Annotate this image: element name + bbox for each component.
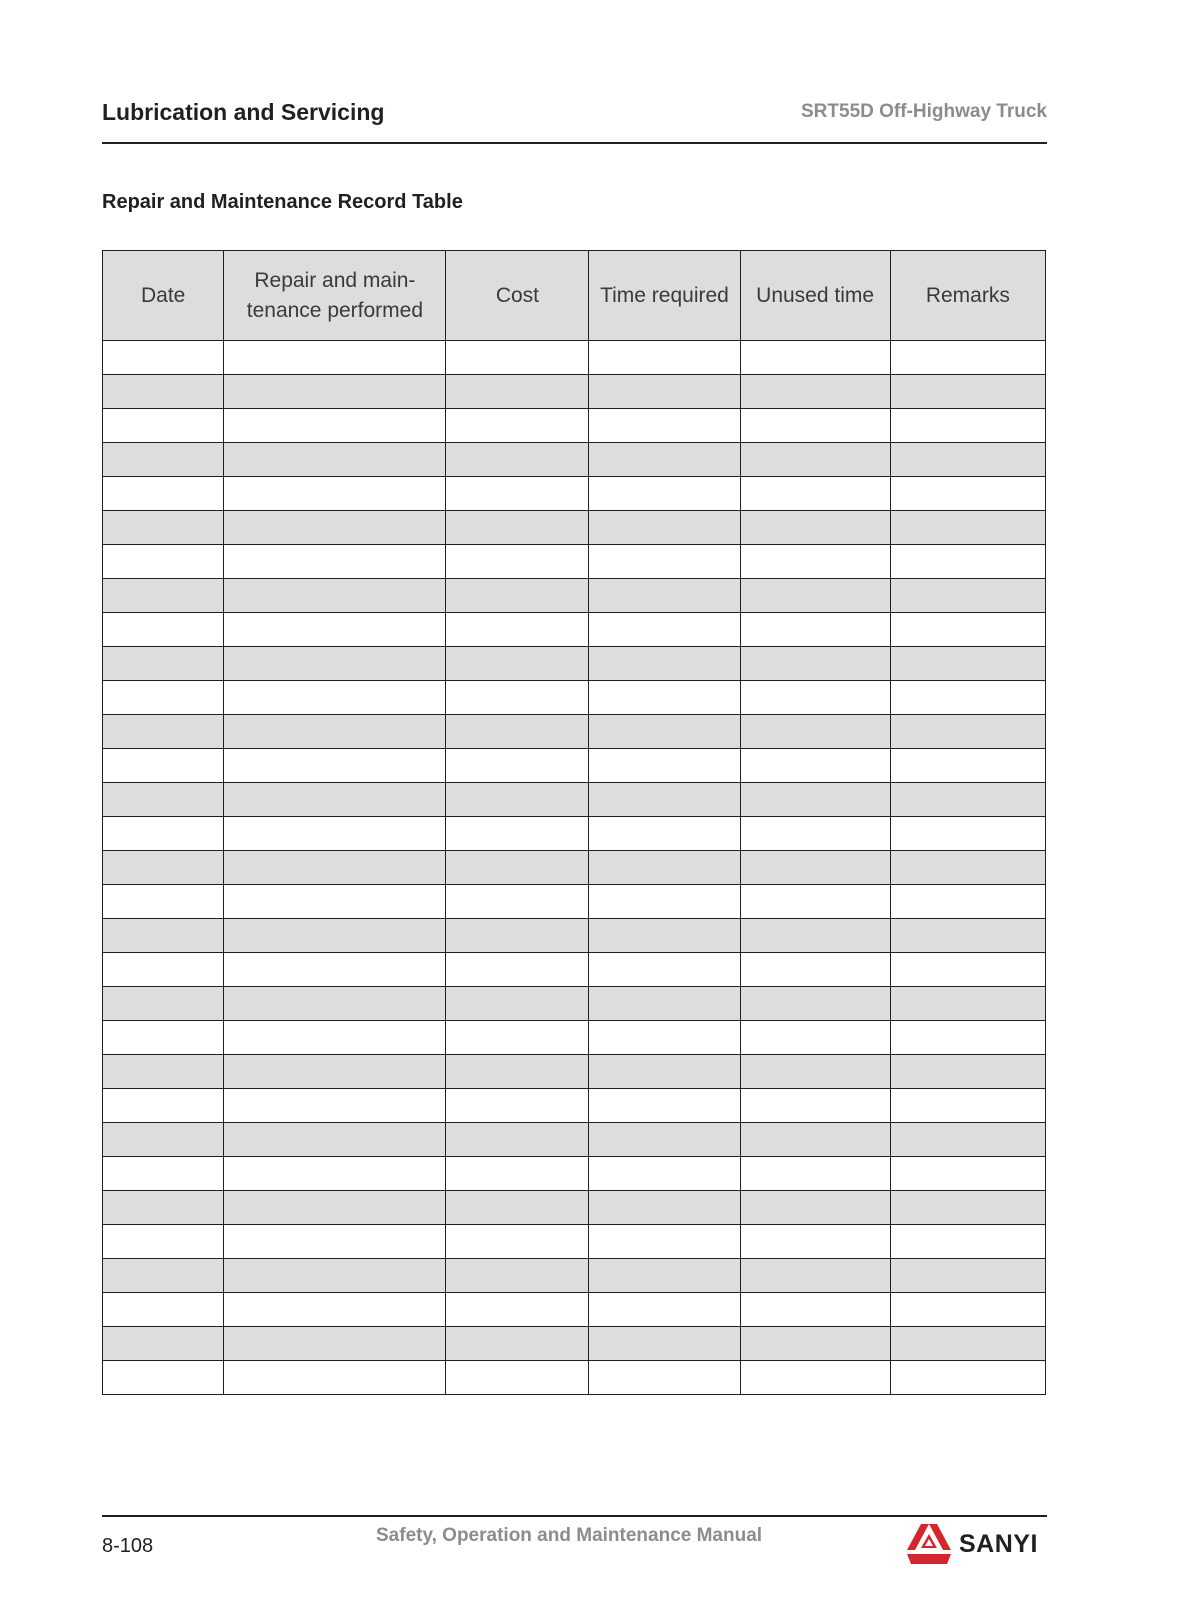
table-cell[interactable] — [890, 1191, 1045, 1225]
table-cell[interactable] — [224, 409, 446, 443]
table-row — [103, 1157, 1046, 1191]
table-cell[interactable] — [103, 1157, 224, 1191]
table-cell[interactable] — [103, 783, 224, 817]
table-cell[interactable] — [446, 647, 589, 681]
table-cell[interactable] — [446, 511, 589, 545]
table-cell[interactable] — [224, 341, 446, 375]
table-cell[interactable] — [740, 545, 890, 579]
table-cell[interactable] — [890, 1225, 1045, 1259]
table-cell[interactable] — [224, 545, 446, 579]
table-cell[interactable] — [890, 1361, 1045, 1395]
table-cell[interactable] — [740, 375, 890, 409]
table-cell[interactable] — [224, 1089, 446, 1123]
table-cell[interactable] — [890, 715, 1045, 749]
table-cell[interactable] — [589, 341, 740, 375]
table-cell[interactable] — [224, 1021, 446, 1055]
table-cell[interactable] — [224, 579, 446, 613]
table-cell[interactable] — [446, 375, 589, 409]
table-cell[interactable] — [589, 1055, 740, 1089]
table-row — [103, 953, 1046, 987]
table-cell[interactable] — [446, 783, 589, 817]
table-cell[interactable] — [740, 579, 890, 613]
table-cell[interactable] — [224, 783, 446, 817]
table-cell[interactable] — [589, 851, 740, 885]
table-cell[interactable] — [103, 443, 224, 477]
table-cell[interactable] — [890, 545, 1045, 579]
column-header-time-required: Time required — [589, 251, 740, 341]
table-cell[interactable] — [740, 341, 890, 375]
table-cell[interactable] — [446, 1089, 589, 1123]
table-cell[interactable] — [103, 1191, 224, 1225]
column-header-date: Date — [103, 251, 224, 341]
table-row — [103, 919, 1046, 953]
table-cell[interactable] — [224, 817, 446, 851]
table-cell[interactable] — [224, 953, 446, 987]
table-cell[interactable] — [589, 1225, 740, 1259]
table-cell[interactable] — [446, 579, 589, 613]
table-cell[interactable] — [589, 1293, 740, 1327]
table-cell[interactable] — [446, 749, 589, 783]
table-cell[interactable] — [740, 443, 890, 477]
table-header-row — [103, 251, 1046, 341]
table-cell[interactable] — [224, 715, 446, 749]
logo-text: SANYI — [959, 1529, 1038, 1558]
table-cell[interactable] — [890, 443, 1045, 477]
table-cell[interactable] — [446, 1361, 589, 1395]
table-cell[interactable] — [589, 579, 740, 613]
table-cell[interactable] — [224, 1225, 446, 1259]
table-cell[interactable] — [740, 1055, 890, 1089]
table-row — [103, 579, 1046, 613]
table-cell[interactable] — [890, 851, 1045, 885]
table-cell[interactable] — [890, 579, 1045, 613]
table-cell[interactable] — [740, 851, 890, 885]
document-title: SRT55D Off-Highway Truck — [801, 101, 1047, 122]
table-cell[interactable] — [740, 715, 890, 749]
table-cell[interactable] — [890, 1157, 1045, 1191]
table-cell[interactable] — [103, 647, 224, 681]
table-cell[interactable] — [589, 477, 740, 511]
table-body — [103, 341, 1046, 1395]
table-row — [103, 1293, 1046, 1327]
table-row — [103, 1259, 1046, 1293]
section-title: Lubrication and Servicing — [102, 99, 385, 125]
table-cell[interactable] — [446, 545, 589, 579]
table-cell[interactable] — [589, 987, 740, 1021]
table-cell[interactable] — [740, 511, 890, 545]
table-cell[interactable] — [224, 511, 446, 545]
table-cell[interactable] — [740, 613, 890, 647]
table-row — [103, 511, 1046, 545]
table-cell[interactable] — [103, 1055, 224, 1089]
table-cell[interactable] — [740, 1361, 890, 1395]
table-row — [103, 409, 1046, 443]
footer-divider — [102, 1515, 1047, 1517]
table-cell[interactable] — [890, 409, 1045, 443]
table-cell[interactable] — [224, 1293, 446, 1327]
table-row — [103, 1089, 1046, 1123]
table-cell[interactable] — [446, 1157, 589, 1191]
table-cell[interactable] — [890, 953, 1045, 987]
table-cell[interactable] — [103, 987, 224, 1021]
table-cell[interactable] — [740, 1259, 890, 1293]
table-row — [103, 545, 1046, 579]
table-cell[interactable] — [103, 579, 224, 613]
table-row — [103, 1055, 1046, 1089]
table-cell[interactable] — [589, 511, 740, 545]
table-cell[interactable] — [589, 443, 740, 477]
manual-title: Safety, Operation and Maintenance Manual — [376, 1525, 763, 1546]
table-cell[interactable] — [740, 987, 890, 1021]
table-cell[interactable] — [890, 749, 1045, 783]
table-cell[interactable] — [589, 817, 740, 851]
table-row — [103, 375, 1046, 409]
table-row — [103, 443, 1046, 477]
table-cell[interactable] — [224, 1361, 446, 1395]
table-row — [103, 341, 1046, 375]
table-cell[interactable] — [446, 919, 589, 953]
table-cell[interactable] — [103, 1089, 224, 1123]
table-cell[interactable] — [446, 1191, 589, 1225]
table-cell[interactable] — [890, 919, 1045, 953]
table-cell[interactable] — [589, 715, 740, 749]
table-row — [103, 1361, 1046, 1395]
table-row — [103, 817, 1046, 851]
table-cell[interactable] — [589, 749, 740, 783]
table-cell[interactable] — [589, 1123, 740, 1157]
table-cell[interactable] — [890, 1055, 1045, 1089]
brand-logo — [907, 1522, 1038, 1566]
table-cell[interactable] — [890, 1021, 1045, 1055]
column-header-remarks: Remarks — [890, 251, 1045, 341]
column-header-repair-performed: Repair and main- tenance performed — [224, 251, 446, 341]
table-row — [103, 851, 1046, 885]
table-row — [103, 477, 1046, 511]
table-cell[interactable] — [740, 1327, 890, 1361]
table-row — [103, 613, 1046, 647]
table-cell[interactable] — [446, 885, 589, 919]
table-cell[interactable] — [740, 477, 890, 511]
table-row — [103, 1021, 1046, 1055]
table-row — [103, 749, 1046, 783]
table-cell[interactable] — [589, 919, 740, 953]
table-cell[interactable] — [103, 749, 224, 783]
page-number: 8-108 — [102, 1535, 154, 1557]
table-row — [103, 1327, 1046, 1361]
table-cell[interactable] — [103, 681, 224, 715]
table-row — [103, 715, 1046, 749]
table-cell[interactable] — [890, 987, 1045, 1021]
table-cell[interactable] — [589, 885, 740, 919]
table-cell[interactable] — [224, 749, 446, 783]
record-table — [102, 250, 1046, 1395]
table-cell[interactable] — [740, 1293, 890, 1327]
table-cell[interactable] — [740, 1089, 890, 1123]
table-cell[interactable] — [446, 1225, 589, 1259]
table-cell[interactable] — [446, 1055, 589, 1089]
table-cell[interactable] — [740, 749, 890, 783]
table-row — [103, 1123, 1046, 1157]
table-cell[interactable] — [224, 647, 446, 681]
table-cell[interactable] — [446, 409, 589, 443]
table-cell[interactable] — [224, 1123, 446, 1157]
column-header-cost: Cost — [446, 251, 589, 341]
table-cell[interactable] — [103, 953, 224, 987]
table-cell[interactable] — [740, 1021, 890, 1055]
table-cell[interactable] — [890, 783, 1045, 817]
table-cell[interactable] — [103, 1123, 224, 1157]
table-cell[interactable] — [224, 375, 446, 409]
table-cell[interactable] — [103, 613, 224, 647]
table-cell[interactable] — [224, 851, 446, 885]
table-cell[interactable] — [446, 1259, 589, 1293]
table-cell[interactable] — [740, 885, 890, 919]
table-cell[interactable] — [589, 647, 740, 681]
table-cell[interactable] — [740, 1225, 890, 1259]
table-cell[interactable] — [589, 1157, 740, 1191]
table-cell[interactable] — [890, 511, 1045, 545]
table-cell[interactable] — [224, 1327, 446, 1361]
table-cell[interactable] — [224, 1055, 446, 1089]
table-cell[interactable] — [740, 647, 890, 681]
table-cell[interactable] — [103, 545, 224, 579]
table-cell[interactable] — [740, 817, 890, 851]
table-cell[interactable] — [103, 511, 224, 545]
table-cell[interactable] — [446, 1327, 589, 1361]
table-cell[interactable] — [224, 613, 446, 647]
table-cell[interactable] — [103, 341, 224, 375]
table-title: Repair and Maintenance Record Table — [102, 191, 463, 213]
table-cell[interactable] — [224, 1191, 446, 1225]
table-cell[interactable] — [224, 987, 446, 1021]
table-cell[interactable] — [890, 1089, 1045, 1123]
table-cell[interactable] — [740, 1191, 890, 1225]
table-cell[interactable] — [103, 1361, 224, 1395]
table-cell[interactable] — [890, 477, 1045, 511]
table-cell[interactable] — [890, 375, 1045, 409]
table-cell[interactable] — [740, 919, 890, 953]
table-row — [103, 1191, 1046, 1225]
table-cell[interactable] — [589, 1361, 740, 1395]
table-cell[interactable] — [589, 1327, 740, 1361]
table-cell[interactable] — [890, 613, 1045, 647]
table-cell[interactable] — [589, 545, 740, 579]
sanyi-logo-icon — [907, 1522, 951, 1566]
table-cell[interactable] — [589, 1021, 740, 1055]
table-row — [103, 1225, 1046, 1259]
table-cell[interactable] — [103, 1293, 224, 1327]
table-cell[interactable] — [890, 647, 1045, 681]
table-cell[interactable] — [103, 1259, 224, 1293]
table-cell[interactable] — [103, 1225, 224, 1259]
table-cell[interactable] — [890, 341, 1045, 375]
table-cell[interactable] — [446, 851, 589, 885]
table-cell[interactable] — [103, 715, 224, 749]
table-cell[interactable] — [103, 1327, 224, 1361]
table-cell[interactable] — [446, 443, 589, 477]
table-cell[interactable] — [589, 1259, 740, 1293]
table-cell[interactable] — [103, 885, 224, 919]
table-cell[interactable] — [446, 477, 589, 511]
table-cell[interactable] — [446, 1293, 589, 1327]
table-cell[interactable] — [890, 885, 1045, 919]
table-cell[interactable] — [224, 1259, 446, 1293]
table-cell[interactable] — [589, 1191, 740, 1225]
table-cell[interactable] — [103, 919, 224, 953]
table-cell[interactable] — [103, 477, 224, 511]
table-cell[interactable] — [446, 1021, 589, 1055]
table-cell[interactable] — [740, 409, 890, 443]
table-cell[interactable] — [589, 613, 740, 647]
table-cell[interactable] — [890, 1293, 1045, 1327]
table-cell[interactable] — [224, 885, 446, 919]
table-cell[interactable] — [890, 681, 1045, 715]
table-cell[interactable] — [446, 341, 589, 375]
table-cell[interactable] — [446, 987, 589, 1021]
table-cell[interactable] — [589, 1089, 740, 1123]
table-cell[interactable] — [890, 1327, 1045, 1361]
table-cell[interactable] — [103, 1021, 224, 1055]
column-header-unused-time: Unused time — [740, 251, 890, 341]
table-cell[interactable] — [103, 375, 224, 409]
table-row — [103, 987, 1046, 1021]
table-row — [103, 885, 1046, 919]
table-cell[interactable] — [446, 681, 589, 715]
table-cell[interactable] — [740, 681, 890, 715]
table-cell[interactable] — [446, 953, 589, 987]
table-cell[interactable] — [224, 443, 446, 477]
table-cell[interactable] — [740, 953, 890, 987]
table-cell[interactable] — [446, 715, 589, 749]
table-cell[interactable] — [890, 1123, 1045, 1157]
table-cell[interactable] — [446, 817, 589, 851]
table-cell[interactable] — [589, 409, 740, 443]
table-cell[interactable] — [740, 1157, 890, 1191]
table-cell[interactable] — [740, 783, 890, 817]
table-cell[interactable] — [589, 953, 740, 987]
page-header — [102, 96, 1047, 144]
table-row — [103, 647, 1046, 681]
table-cell[interactable] — [890, 1259, 1045, 1293]
table-cell[interactable] — [446, 1123, 589, 1157]
table-cell[interactable] — [740, 1123, 890, 1157]
table-row — [103, 681, 1046, 715]
table-cell[interactable] — [589, 783, 740, 817]
table-cell[interactable] — [103, 851, 224, 885]
table-cell[interactable] — [224, 681, 446, 715]
table-cell[interactable] — [224, 919, 446, 953]
table-row — [103, 783, 1046, 817]
table-cell[interactable] — [224, 477, 446, 511]
table-cell[interactable] — [103, 409, 224, 443]
table-cell[interactable] — [589, 375, 740, 409]
table-cell[interactable] — [589, 681, 740, 715]
table-cell[interactable] — [446, 613, 589, 647]
table-cell[interactable] — [103, 817, 224, 851]
table-cell[interactable] — [224, 1157, 446, 1191]
table-cell[interactable] — [890, 817, 1045, 851]
